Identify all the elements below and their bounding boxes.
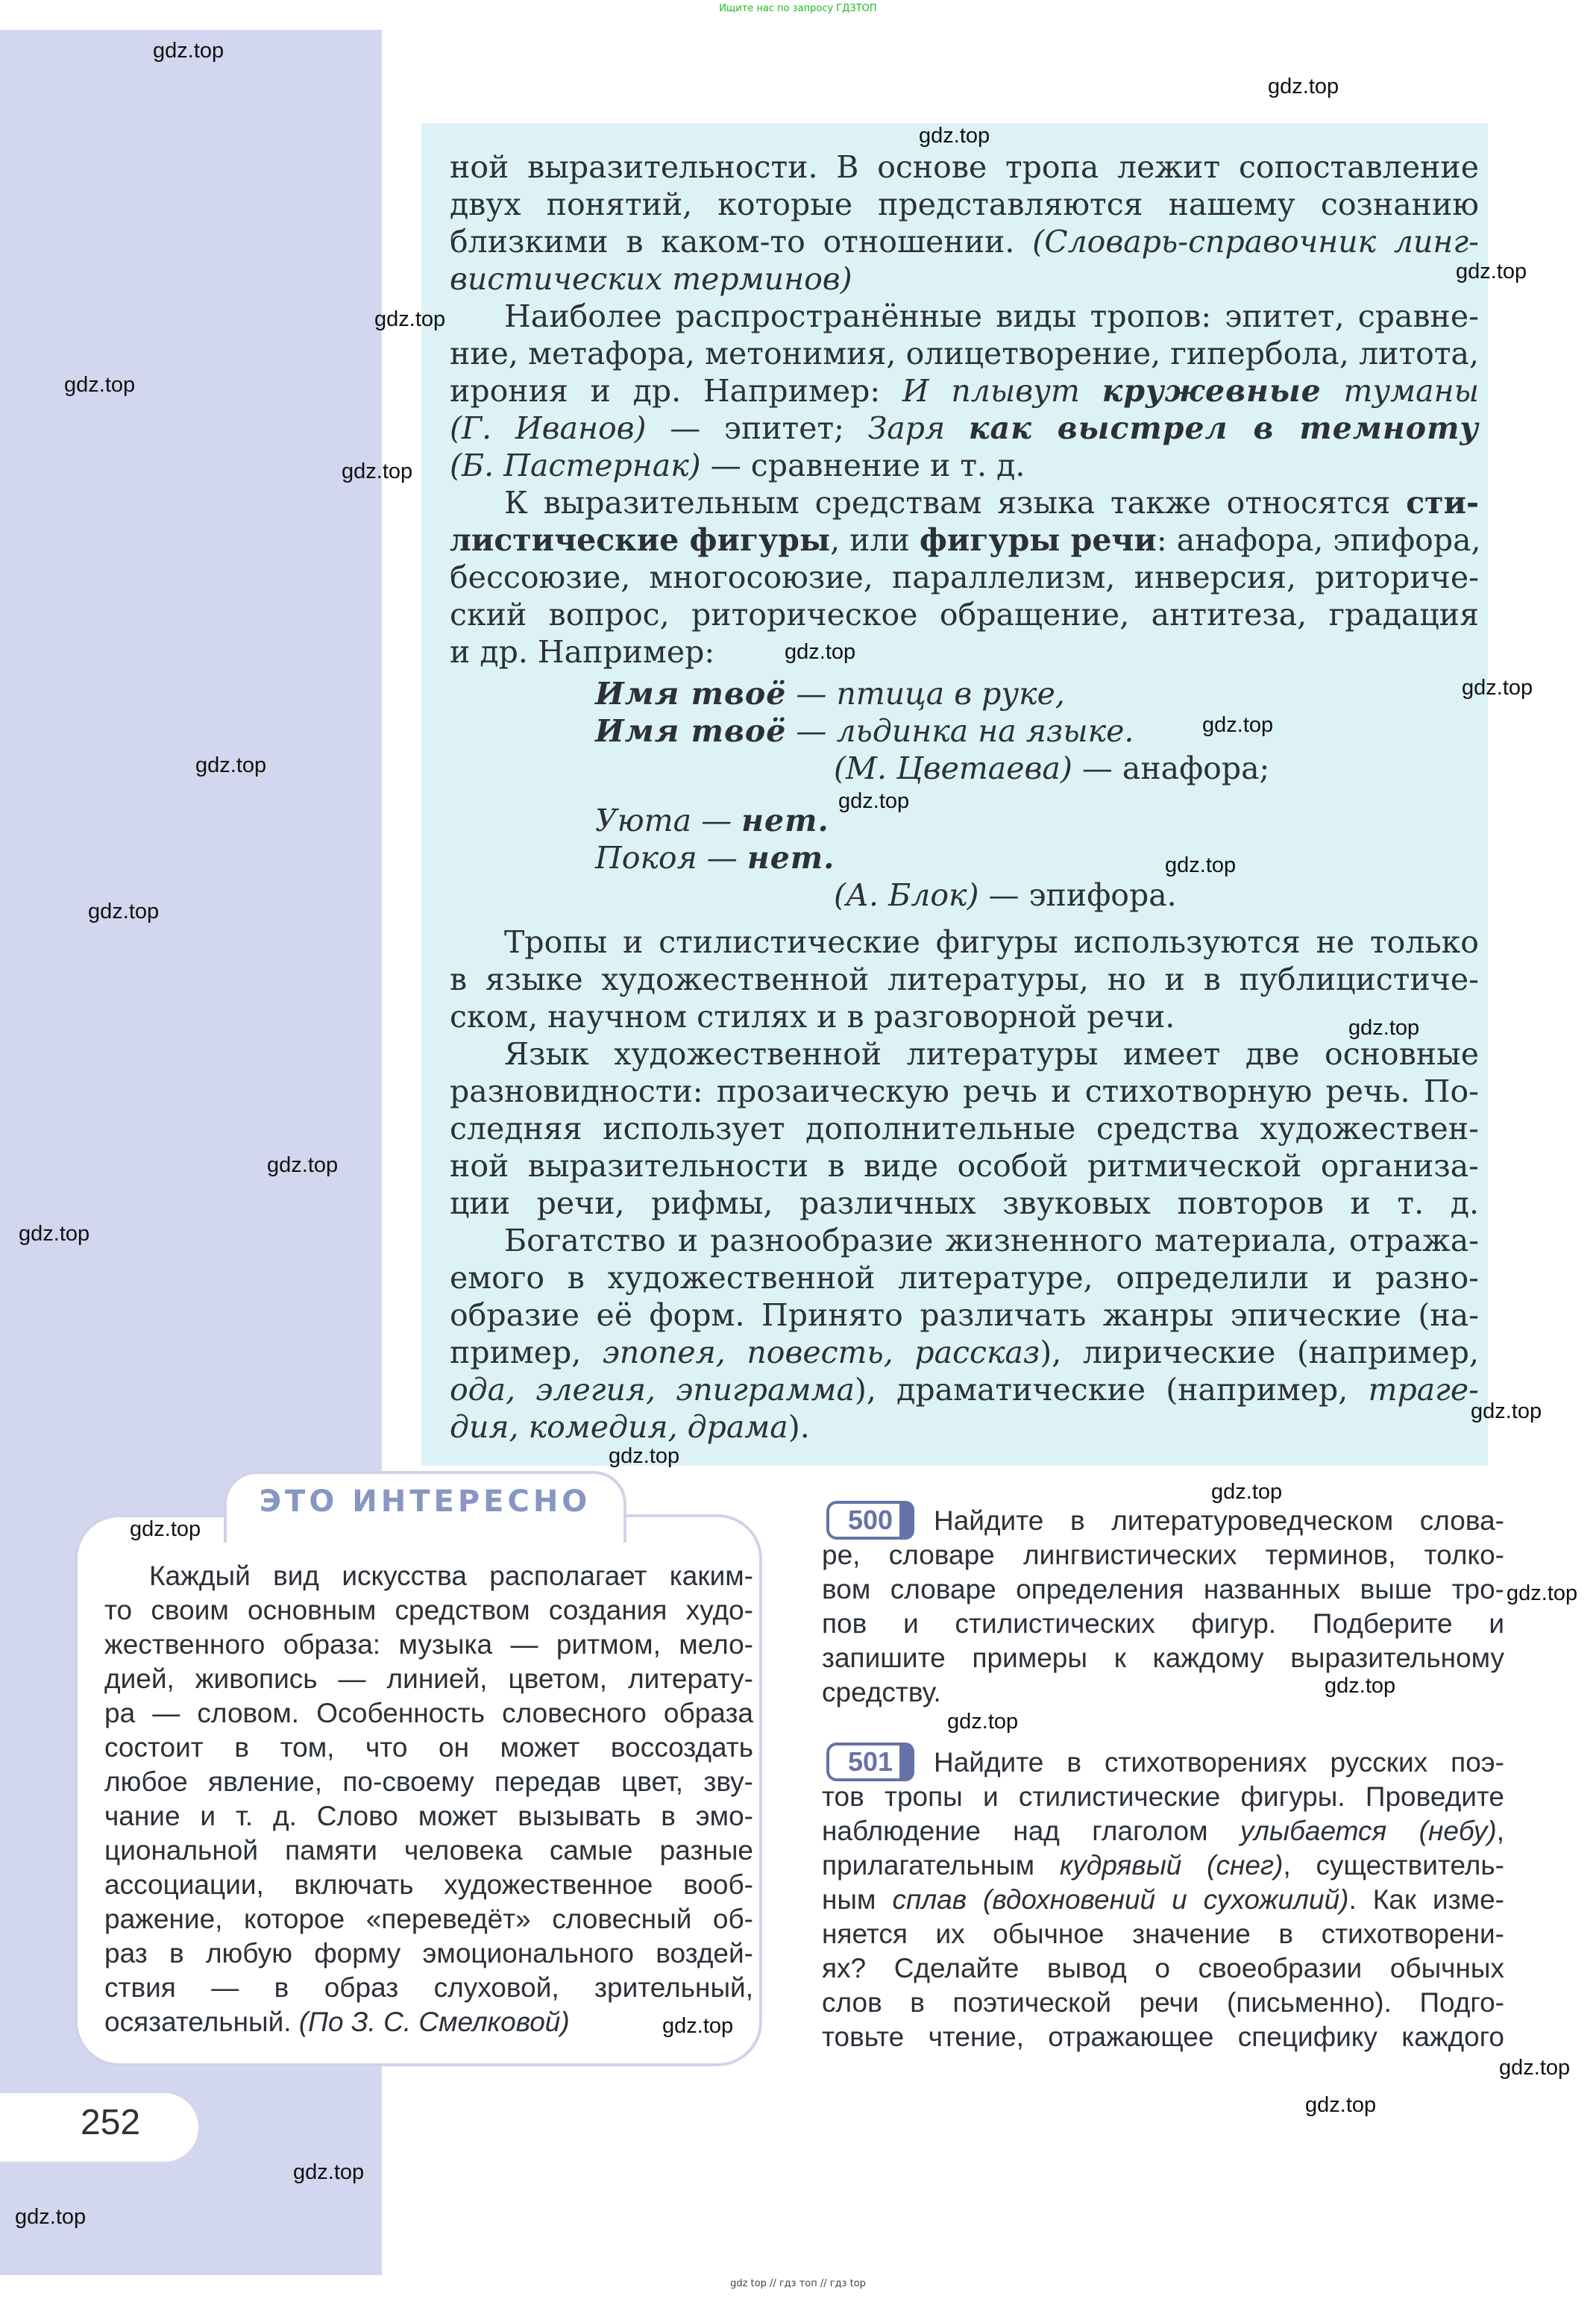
interest-line: ра — словом. Особенность словесного образа <box>104 1698 753 1728</box>
poem-attribution: (М. Цветаева) — анафора; <box>834 750 1270 786</box>
text-line: разновидности: прозаическую речь и стихотворную речь. По- <box>450 1073 1479 1109</box>
exercise-500-badge <box>826 1501 914 1540</box>
watermark: gdz.top <box>1507 1581 1578 1605</box>
text-line: ние, метафора, метонимия, олицетворение, гипербола, литота, <box>450 336 1479 371</box>
watermark: gdz.top <box>785 640 856 664</box>
exercise-line: Найдите в стихотворениях русских поэ- <box>934 1747 1504 1778</box>
text-line: ной выразительности. В основе тропа лежит сопоставление <box>450 149 1479 185</box>
watermark: gdz.top <box>15 2205 87 2229</box>
watermark: gdz.top <box>130 1517 201 1541</box>
watermark: gdz.top <box>64 373 136 397</box>
exercise-line: средству. <box>822 1677 941 1707</box>
exercise-line: ях? Сделайте вывод о своеобразии обычных <box>822 1953 1504 1983</box>
text-line: дия, комедия, драма). <box>450 1409 810 1445</box>
text-line: бессоюзие, многосоюзие, параллелизм, инверсия, риториче- <box>450 559 1479 595</box>
watermark: gdz.top <box>1462 676 1533 700</box>
text-line: ском, научном стилях и в разговорной речи. <box>450 999 1175 1035</box>
exercise-line: ным сплав (вдохновений и сухожилий). Как изме- <box>822 1884 1504 1915</box>
exercise-line: вом словаре определения названных выше тро- <box>822 1574 1504 1605</box>
exercise-number: 501 <box>847 1746 893 1777</box>
watermark: gdz.top <box>153 39 224 63</box>
watermark: gdz.top <box>195 753 267 777</box>
watermark: gdz.top <box>1165 853 1237 877</box>
exercise-line: прилагательным кудрявый (снег), существитель- <box>822 1850 1504 1881</box>
exercise-line: няется их обычное значение в стихотворени- <box>822 1919 1504 1949</box>
watermark: gdz.top <box>1456 260 1527 283</box>
watermark: gdz.top <box>919 124 990 148</box>
poem-line: Имя твоё — льдинка на языке. <box>595 713 1134 749</box>
exercise-line: слов в поэтической речи (письменно). Подго- <box>822 1987 1504 2018</box>
exercise-line: Найдите в литературоведческом слова- <box>934 1505 1504 1536</box>
text-line: К выразительным средствам языка также относятся сти- <box>504 485 1479 521</box>
text-line: следняя использует дополнительные средства художествен- <box>450 1111 1479 1147</box>
text-line: вистических терминов) <box>450 261 852 297</box>
interest-title: ЭТО ИНТЕРЕСНО <box>259 1484 591 1519</box>
watermark: gdz.top <box>374 307 446 331</box>
text-line: и др. Например: <box>450 634 715 670</box>
watermark: gdz.top <box>609 1444 680 1468</box>
interest-line: состоит в том, что он может воссоздать <box>104 1732 753 1763</box>
interest-line: ражение, которое «переведёт» словесный об- <box>104 1904 753 1934</box>
exercise-line: товьте чтение, отражающее специфику каждого <box>822 2022 1504 2052</box>
interest-line: осязательный. (По З. С. Смелковой) <box>104 2007 570 2037</box>
watermark: gdz.top <box>1268 75 1339 98</box>
text-line: листические фигуры, или фигуры речи: анафора, эпифора, <box>450 522 1481 558</box>
exercise-line: наблюдение над глаголом улыбается (небу), <box>822 1816 1505 1846</box>
text-line: емого в художественной литературе, определили и разно- <box>450 1260 1479 1296</box>
text-line: образие её форм. Принято различать жанры эпические (на- <box>450 1297 1479 1333</box>
interest-line: жественного образа: музыка — ритмом, мело- <box>104 1629 753 1660</box>
exercise-number: 500 <box>847 1505 893 1535</box>
interest-line: ствия — в образ слуховой, зрительный, <box>104 1972 753 2003</box>
interest-line: ассоциации, включать художественное вооб- <box>104 1869 753 1900</box>
watermark: gdz.top <box>19 1222 90 1246</box>
interest-line: то своим основным средством создания худо- <box>104 1595 753 1625</box>
text-line: Язык художественной литературы имеет две основные <box>504 1036 1479 1072</box>
watermark: gdz.top <box>293 2160 365 2184</box>
exercise-line: ре, словаре лингвистических терминов, толко- <box>822 1540 1504 1570</box>
text-line: в языке художественной литературы, но и в публицистиче- <box>450 962 1479 997</box>
exercise-501-badge <box>826 1743 914 1781</box>
text-line: (Б. Пастернак) — сравнение и т. д. <box>450 448 1025 483</box>
text-line: ирония и др. Например: И плывут кружевные туманы <box>450 373 1480 409</box>
watermark: gdz.top <box>1348 1016 1420 1040</box>
text-line: близкими в каком-то отношении. (Словарь-справочник линг- <box>450 224 1480 260</box>
interest-line: циональной памяти человека самые разные <box>104 1835 753 1866</box>
watermark: gdz.top <box>1325 1674 1396 1698</box>
interest-line: дией, живопись — линией, цветом, литерату- <box>104 1663 753 1694</box>
text-line: ода, элегия, эпиграмма), драматические (например, траге- <box>450 1372 1479 1408</box>
text-line: Тропы и стилистические фигуры используются не только <box>504 924 1479 960</box>
watermark: gdz.top <box>267 1153 339 1177</box>
watermark: gdz.top <box>1305 2093 1377 2117</box>
text-line: ной выразительности в виде особой ритмической организа- <box>450 1148 1479 1184</box>
exercise-line: запишите примеры к каждому выразительному <box>822 1643 1504 1673</box>
interest-line: любое явление, по-своему передав цвет, зву- <box>104 1766 753 1797</box>
poem-line: Уюта — нет. <box>595 803 829 838</box>
poem-attribution: (А. Блок) — эпифора. <box>834 877 1177 913</box>
watermark: gdz.top <box>662 2014 734 2038</box>
footer-note: gdz top // гдз топ // гдз top <box>730 2278 866 2289</box>
interest-line: Каждый вид искусства располагает каким- <box>149 1561 753 1591</box>
watermark: gdz.top <box>1202 713 1274 737</box>
watermark: gdz.top <box>947 1710 1019 1734</box>
interest-line: чание и т. д. Слово может вызывать в эмо- <box>104 1801 753 1831</box>
watermark: gdz.top <box>342 460 413 483</box>
text-line: ский вопрос, риторическое обращение, антитеза, градация <box>450 597 1479 633</box>
watermark: gdz.top <box>838 789 910 813</box>
interest-line: раз в любую форму эмоционального воздей- <box>104 1938 753 1969</box>
poem-line: Имя твоё — птица в руке, <box>595 676 1065 712</box>
text-line: ции речи, рифмы, различных звуковых повторов и т. д. <box>450 1185 1479 1221</box>
text-line: Богатство и разнообразие жизненного материала, отража- <box>504 1223 1479 1258</box>
text-line: Наиболее распространённые виды тропов: эпитет, сравне- <box>504 298 1479 334</box>
watermark: gdz.top <box>1471 1399 1542 1423</box>
watermark: gdz.top <box>1499 2056 1571 2080</box>
exercise-line: пов и стилистических фигур. Подберите и <box>822 1608 1504 1639</box>
watermark: gdz.top <box>1211 1480 1283 1504</box>
text-line: пример, эпопея, повесть, рассказ), лирические (например, <box>450 1334 1479 1370</box>
text-line: двух понятий, которые представляются нашему сознанию <box>450 186 1479 222</box>
poem-line: Покоя — нет. <box>595 840 835 876</box>
header-note: Ищите нас по запросу ГДЗТОП <box>719 3 877 14</box>
exercise-line: тов тропы и стилистические фигуры. Проведите <box>822 1781 1504 1812</box>
text-line: (Г. Иванов) — эпитет; Заря как выстрел в темноту <box>450 410 1479 446</box>
page-number: 252 <box>81 2103 141 2142</box>
watermark: gdz.top <box>88 900 160 923</box>
